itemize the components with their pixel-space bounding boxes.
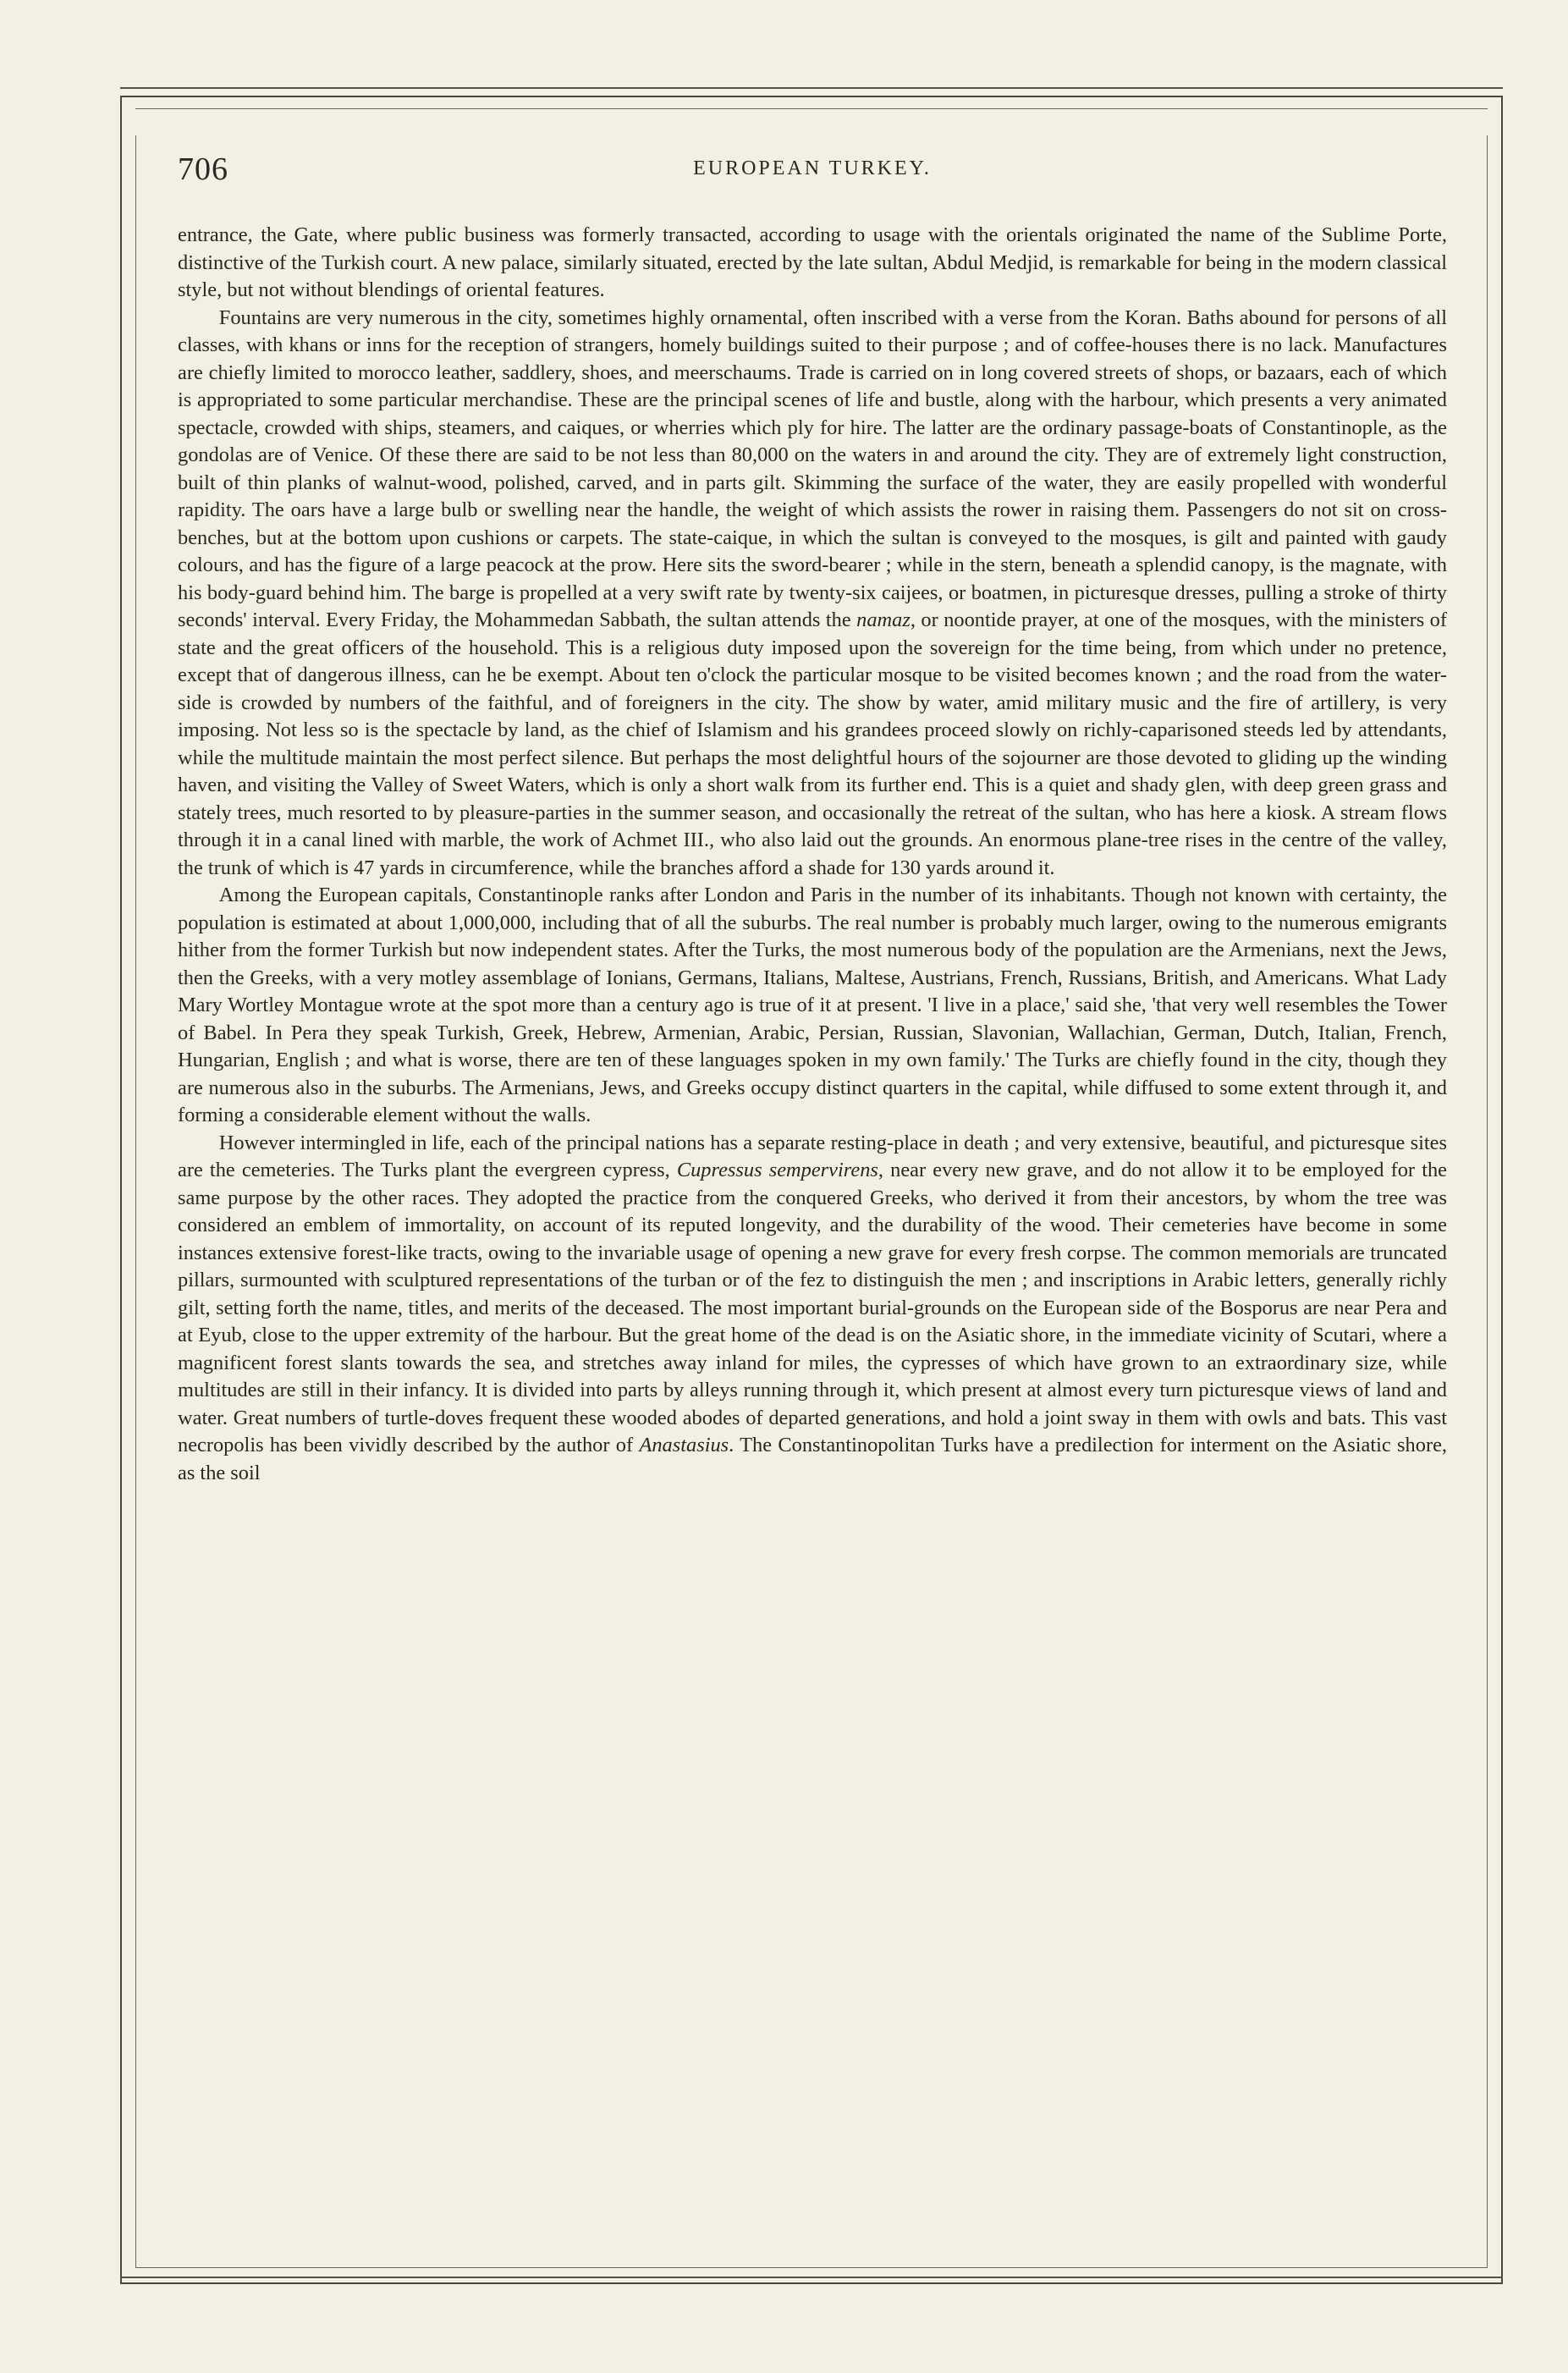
paragraph-3 [178, 882, 1447, 1130]
paragraph-4-italic-cupressus: Cupressus sempervirens [676, 1159, 878, 1181]
paragraph-4-text-0: However intermingled in life, each of the principal nations has a separate resting-place in death ; and very extensive, beautiful, and picturesque sites are the cemeteries. The Turks plant the evergreen cypress, [178, 1131, 1447, 1181]
paragraph-4-text-2: , near every new grave, and do not allow it to be employed for the same purpose by the other races. They adopted the practice from the conquered Greeks, who derived it from their ancestors, by whom the tree was considered an emblem of immortality, on account of its reputed longevity, and the durability of the wood. Their cemeteries have become in some instances extensive forest-like tracts, owing to the invariable usage of opening a new grave for every fresh corpse. The common memorials are truncated pillars, surmounted with sculptured representations of the turban or of the fez to distinguish the men ; and inscriptions in Arabic letters, generally richly gilt, setting forth the name, titles, and merits of the deceased. The most important burial-grounds on the European side of the Bosporus are near Pera and at Eyub, close to the upper extremity of the harbour. But the great home of the dead is on the Asiatic shore, in the immediate vicinity of Scutari, where a magnificent forest slants towards the sea, and stretches away inland for miles, the cypresses of which have grown to an extraordinary size, while multitudes are still in their infancy. It is divided into parts by alleys running through it, which present at almost every turn picturesque views of land and water. Great numbers of turtle-doves frequent these wooded abodes of departed generations, and hold a joint sway in them with owls and bats. This vast necropolis has been vividly described by the author of [178, 1159, 1447, 1456]
paragraph-2-text-2: , or noontide prayer, at one of the mosques, with the ministers of state and the great officers of the household. This is a religious duty imposed upon the sovereign for the time being, from which under no pretence, except that of dangerous illness, can he be exempt. About ten o'clock the particular mosque to be visited becomes known ; and the road from the water-side is crowded by numbers of the faithful, and of foreigners in the city. The show by water, amid military music and the fire of artillery, is very imposing. Not less so is the spectacle by land, as the chief of Islamism and his grandees proceed slowly on richly-caparisoned steeds led by attendants, while the multitude maintain the most perfect silence. But perhaps the most delightful hours of the sojourner are those devoted to gliding up the winding haven, and visiting the Valley of Sweet Waters, which is only a short walk from its further end. This is a quiet and shady glen, with deep green grass and stately trees, much resorted to by pleasure-parties in the summer season, and occasionally the retreat of the sultan, who has here a kiosk. A stream flows through it in a canal lined with marble, the work of Achmet III., who also laid out the grounds. An enormous plane-tree rises in the centre of the valley, the trunk of which is 47 yards in circumference, while the branches afford a shade for 130 yards around it. [178, 608, 1447, 879]
paragraph-1-text-0: entrance, the Gate, where public business was formerly transacted, according to usage with the orientals originated the name of the Sublime Porte, distinctive of the Turkish court. A new palace, similarly situated, erected by the late sultan, Abdul Medjid, is remarkable for being in the modern classical style, but not without blendings of oriental features. [178, 223, 1447, 301]
paragraph-4-text-4: . The Constantinopolitan Turks have a predilection for interment on the Asiatic shore, as the soil [178, 1434, 1447, 1484]
bottom-rule [120, 2277, 1503, 2278]
top-rule-outer [120, 87, 1503, 89]
running-head: EUROPEAN TURKEY. [693, 157, 932, 179]
paragraph-1 [178, 222, 1447, 305]
paragraph-2-italic-namaz: namaz [856, 608, 911, 631]
paragraph-4-italic-anastasius: Anastasius [639, 1434, 729, 1456]
top-rule-inner [135, 108, 1488, 109]
page-header [178, 151, 1447, 193]
body-text [178, 222, 1447, 1487]
page-number: 706 [178, 151, 228, 187]
paragraph-4 [178, 1130, 1447, 1488]
paragraph-3-text-0: Among the European capitals, Constantinople ranks after London and Paris in the number of its inhabitants. Though not known with certainty, the population is estimated at about 1,000,000, including that of all the suburbs. The real number is probably much larger, owing to the numerous emigrants hither from the former Turkish but now independent states. After the Turks, the most numerous body of the population are the Armenians, next the Jews, then the Greeks, with a very motley assemblage of Ionians, Germans, Italians, Maltese, Austrians, French, Russians, British, and Americans. What Lady Mary Wortley Montague wrote at the spot more than a century ago is true of it at present. 'I live in a place,' said she, 'that very well resembles the Tower of Babel. In Pera they speak Turkish, Greek, Hebrew, Armenian, Arabic, Persian, Russian, Slavonian, Wallachian, German, Dutch, Italian, French, Hungarian, English ; and what is worse, there are ten of these languages spoken in my own family.' The Turks are chiefly found in the city, though they are numerous also in the suburbs. The Armenians, Jews, and Greeks occupy distinct quarters in the capital, while diffused to some extent through it, and forming a considerable element without the walls. [178, 884, 1447, 1126]
paragraph-2-text-0: Fountains are very numerous in the city, sometimes highly ornamental, often inscribed with a verse from the Koran. Baths abound for persons of all classes, with khans or inns for the reception of strangers, homely buildings suited to their purpose ; and of coffee-houses there is no lack. Manufactures are chiefly limited to morocco leather, saddlery, shoes, and meerschaums. Trade is carried on in long covered streets of shops, or bazaars, each of which is appropriated to some particular merchandise. These are the principal scenes of life and bustle, along with the harbour, which presents a very animated spectacle, crowded with ships, steamers, and caiques, or wherries which ply for hire. The latter are the ordinary passage-boats of Constantinople, as the gondolas are of Venice. Of these there are said to be not less than 80,000 on the waters in and around the city. They are of extremely light construction, built of thin planks of walnut-wood, polished, carved, and in parts gilt. Skimming the surface of the water, they are easily propelled with wonderful rapidity. The oars have a large bulb or swelling near the handle, the weight of which assists the rower in raising them. Passengers do not sit on cross-benches, but at the bottom upon cushions or carpets. The state-caique, in which the sultan is conveyed to the mosques, is gilt and painted with gaudy colours, and has the figure of a large peacock at the prow. Here sits the sword-bearer ; while in the stern, beneath a splendid canopy, is the magnate, with his body-guard behind him. The barge is propelled at a very swift rate by twenty-six caijees, or boatmen, in picturesque dresses, pulling a stroke of thirty seconds' interval. Every Friday, the Mohammedan Sabbath, the sultan attends the [178, 306, 1447, 631]
paragraph-2 [178, 305, 1447, 883]
